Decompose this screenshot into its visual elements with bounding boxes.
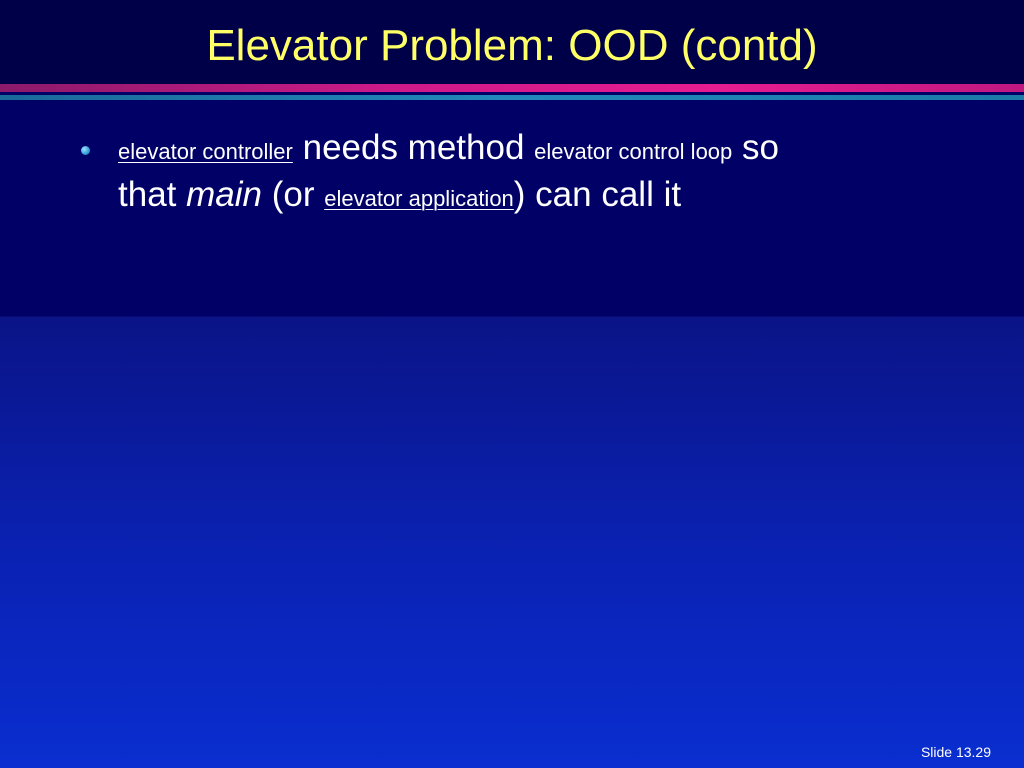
- slide-number: Slide 13.29: [920, 744, 991, 760]
- bullet-text-needs-method: needs method: [292, 128, 535, 167]
- bullet-text-or: (or: [261, 175, 325, 214]
- term-main: main: [186, 175, 262, 214]
- bullet-dot-icon: [81, 146, 90, 155]
- term-elevator-application: elevator application: [324, 186, 514, 211]
- bullet-list: [78, 126, 838, 220]
- term-elevator-controller: elevator controller: [118, 139, 293, 164]
- bullet-text-can-call-it: ) can call it: [513, 175, 682, 214]
- term-elevator-control-loop: elevator control loop: [534, 139, 733, 164]
- title-rule-magenta: [0, 84, 1024, 92]
- bullet-text-so-that: so that: [118, 128, 779, 214]
- bullet-item: [78, 126, 838, 220]
- title-rule-teal: [0, 95, 1024, 100]
- slide-title: Elevator Problem: OOD (contd): [206, 21, 818, 70]
- bullet-text: [118, 126, 818, 220]
